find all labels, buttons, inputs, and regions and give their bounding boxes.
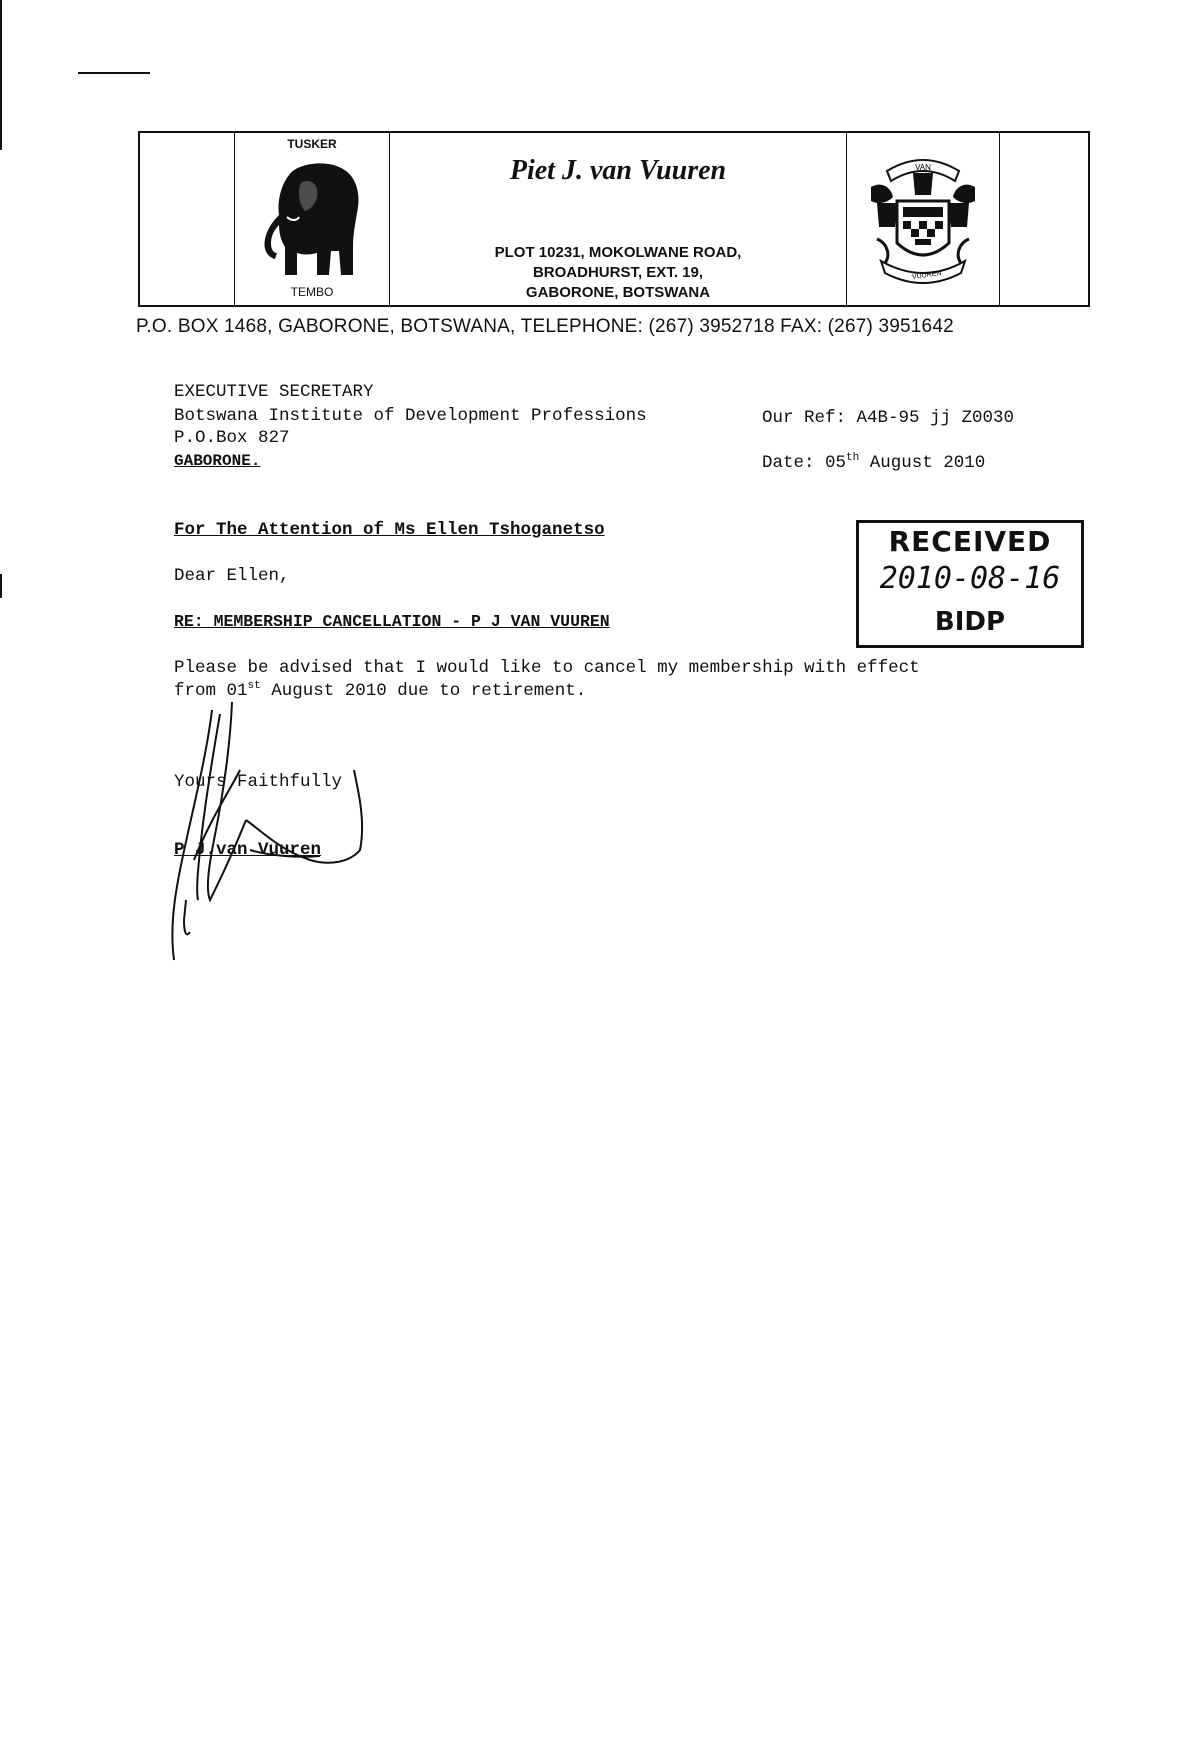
attention-line: For The Attention of Ms Ellen Tshoganetso	[174, 520, 605, 540]
address-line: PLOT 10231, MOKOLWANE ROAD,	[494, 244, 742, 261]
scan-artifact-edge	[0, 0, 2, 150]
scan-artifact-line	[78, 72, 150, 74]
handwritten-signature	[150, 700, 380, 970]
address-line: GABORONE, BOTSWANA	[525, 284, 711, 301]
body-line-2-prefix: from 01	[174, 680, 248, 701]
body-line-2-suffix: st	[247, 680, 261, 692]
closing: Yours Faithfully	[174, 772, 343, 792]
sender-address	[390, 243, 846, 303]
letterhead-center	[390, 133, 847, 305]
signatory-name: P J.van Vuuren	[174, 840, 322, 860]
crest-cell	[847, 133, 1000, 305]
recipient-title: EXECUTIVE SECRETARY	[174, 382, 374, 402]
letter-date	[762, 452, 985, 473]
reference-value: A4B-95 jj Z0030	[856, 408, 1015, 428]
sender-name: Piet J. van Vuuren	[509, 155, 727, 186]
body-line-1: Please be advised that I would like to cancel my membership with effect	[174, 658, 920, 678]
contact-line: P.O. BOX 1468, GABORONE, BOTSWANA, TELEPHONE: (267) 3952718 FAX: (267) 3951642	[136, 316, 954, 337]
crest-bottom-text: VUUREN	[911, 269, 942, 282]
our-reference	[762, 408, 1014, 428]
logo-bottom-text: TEMBO	[290, 285, 334, 299]
logo-cell	[235, 133, 390, 305]
crest-top-text: VAN	[915, 163, 931, 172]
address-line: BROADHURST, EXT. 19,	[532, 264, 704, 281]
logo-top-text: TUSKER	[287, 137, 337, 151]
scan-artifact-edge	[0, 574, 2, 598]
letterhead-blank-cell	[1000, 133, 1088, 305]
stamp-received-text: RECEIVED	[888, 525, 1052, 558]
recipient-box: P.O.Box 827	[174, 428, 290, 448]
date-suffix: th	[846, 452, 860, 464]
recipient-organization: Botswana Institute of Development Professions	[174, 406, 647, 426]
date-label: Date:	[762, 452, 815, 473]
reference-label: Our Ref:	[762, 408, 847, 428]
date-rest: August 2010	[869, 452, 986, 473]
received-stamp	[856, 520, 1084, 648]
elephant-icon	[257, 155, 367, 283]
subject-line: RE: MEMBERSHIP CANCELLATION - P J VAN VUUREN	[174, 612, 610, 631]
letterhead	[138, 131, 1090, 307]
body-line-2-rest: August 2010 due to retirement.	[260, 680, 587, 701]
date-day: 05	[825, 452, 847, 473]
stamp-date: 2010-08-16	[879, 561, 1061, 596]
body-line-2	[174, 680, 586, 701]
salutation: Dear Ellen,	[174, 566, 290, 586]
coat-of-arms-icon	[857, 143, 989, 293]
recipient-city: GABORONE.	[174, 452, 261, 470]
letterhead-blank-cell	[140, 133, 235, 305]
stamp-org: BIDP	[934, 607, 1006, 637]
